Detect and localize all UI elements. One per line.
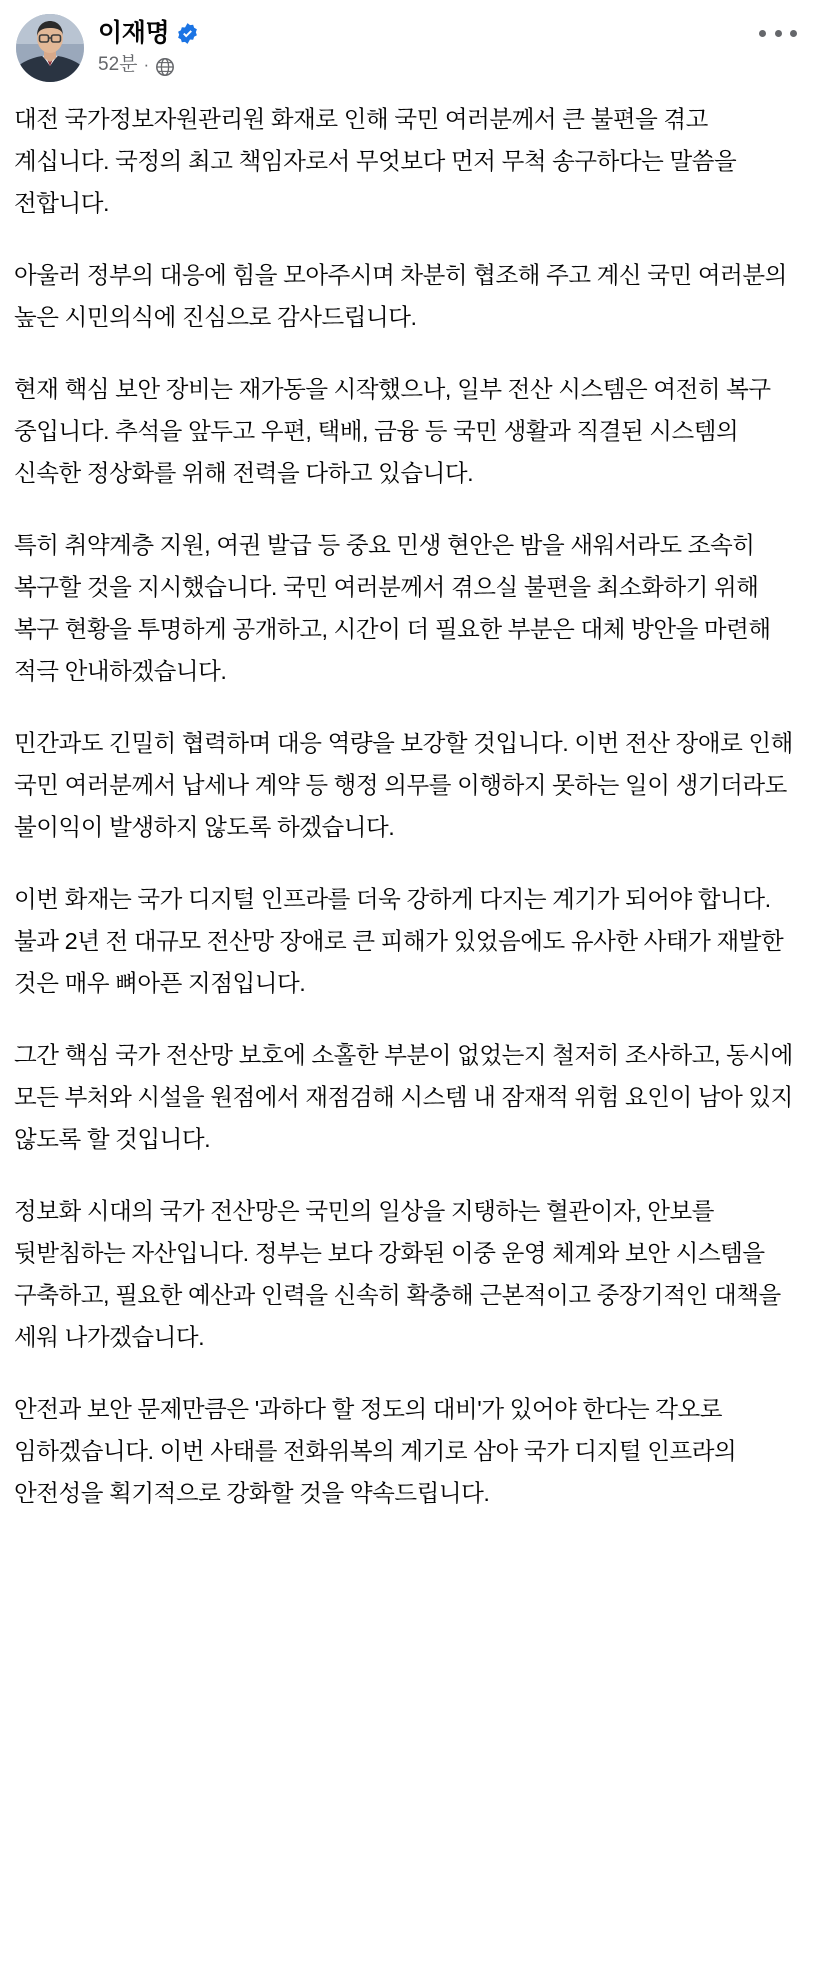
meta-separator: · [143,55,150,74]
post-paragraph: 현재 핵심 보안 장비는 재가동을 시작했으나, 일부 전산 시스템은 여전히 복구 중입니다. 추석을 앞두고 우편, 택배, 금융 등 국민 생활과 직결된 시스템의 신속한 정상화를 위해 전력을 다하고 있습니다. [14,376,771,486]
ellipsis-icon[interactable] [759,22,797,44]
ellipsis-dot [759,30,766,37]
verified-badge-icon [176,22,199,45]
author-row [98,18,799,48]
ellipsis-dot [775,30,782,37]
avatar[interactable] [16,14,84,82]
author-name[interactable]: 이재명 [98,19,170,47]
ellipsis-dot [790,30,797,37]
post-paragraph: 안전과 보안 문제만큼은 '과하다 할 정도의 대비'가 있어야 한다는 각오로 임하겠습니다. 이번 사태를 전화위복의 계기로 삼아 국가 디지털 인프라의 안전성을 획기적으로 강화할 것을 약속드립니다. [14,1396,737,1506]
post-paragraph: 그간 핵심 국가 전산망 보호에 소홀한 부분이 없었는지 철저히 조사하고, 동시에 모든 부처와 시설을 원점에서 재점검해 시스템 내 잠재적 위험 요인이 남아 있지 않도록 할 것입니다. [14,1042,793,1152]
post-timestamp[interactable]: 52분 [98,54,138,75]
globe-icon[interactable] [155,57,175,77]
header-text [98,14,799,76]
post-paragraph: 아울러 정부의 대응에 힘을 모아주시며 차분히 협조해 주고 계신 국민 여러분의 높은 시민의식에 진심으로 감사드립니다. [14,262,787,330]
post-header [0,0,815,88]
post-paragraph: 민간과도 긴밀히 협력하며 대응 역량을 보강할 것입니다. 이번 전산 장애로 인해 국민 여러분께서 납세나 계약 등 행정 의무를 이행하지 못하는 일이 생기더라도 불이익이 발생하지 않도록 하겠습니다. [14,730,793,840]
post-paragraph: 대전 국가정보자원관리원 화재로 인해 국민 여러분께서 큰 불편을 겪고 계십니다. 국정의 최고 책임자로서 무엇보다 먼저 무척 송구하다는 말씀을 전합니다. [14,106,737,216]
post-paragraph: 특히 취약계층 지원, 여권 발급 등 중요 민생 현안은 밤을 새워서라도 조속히 복구할 것을 지시했습니다. 국민 여러분께서 겪으실 불편을 최소화하기 위해 복구 현황을 투명하게 공개하고, 시간이 더 필요한 부분은 대체 방안을 마련해 적극 안내하겠습니다. [14,532,771,684]
post-paragraph: 정보화 시대의 국가 전산망은 국민의 일상을 지탱하는 혈관이자, 안보를 뒷받침하는 자산입니다. 정부는 보다 강화된 이중 운영 체계와 보안 시스템을 구축하고, 필요한 예산과 인력을 신속히 확충해 근본적이고 중장기적인 대책을 세워 나가겠습니다. [14,1198,781,1350]
post-paragraph: 이번 화재는 국가 디지털 인프라를 더욱 강하게 다지는 계기가 되어야 합니다. 불과 2년 전 대규모 전산망 장애로 큰 피해가 있었음에도 유사한 사태가 재발한 것은 매우 뼈아픈 지점입니다. [14,886,784,996]
avatar-image [16,14,84,82]
post-meta [98,54,799,76]
post-body [0,88,815,1518]
